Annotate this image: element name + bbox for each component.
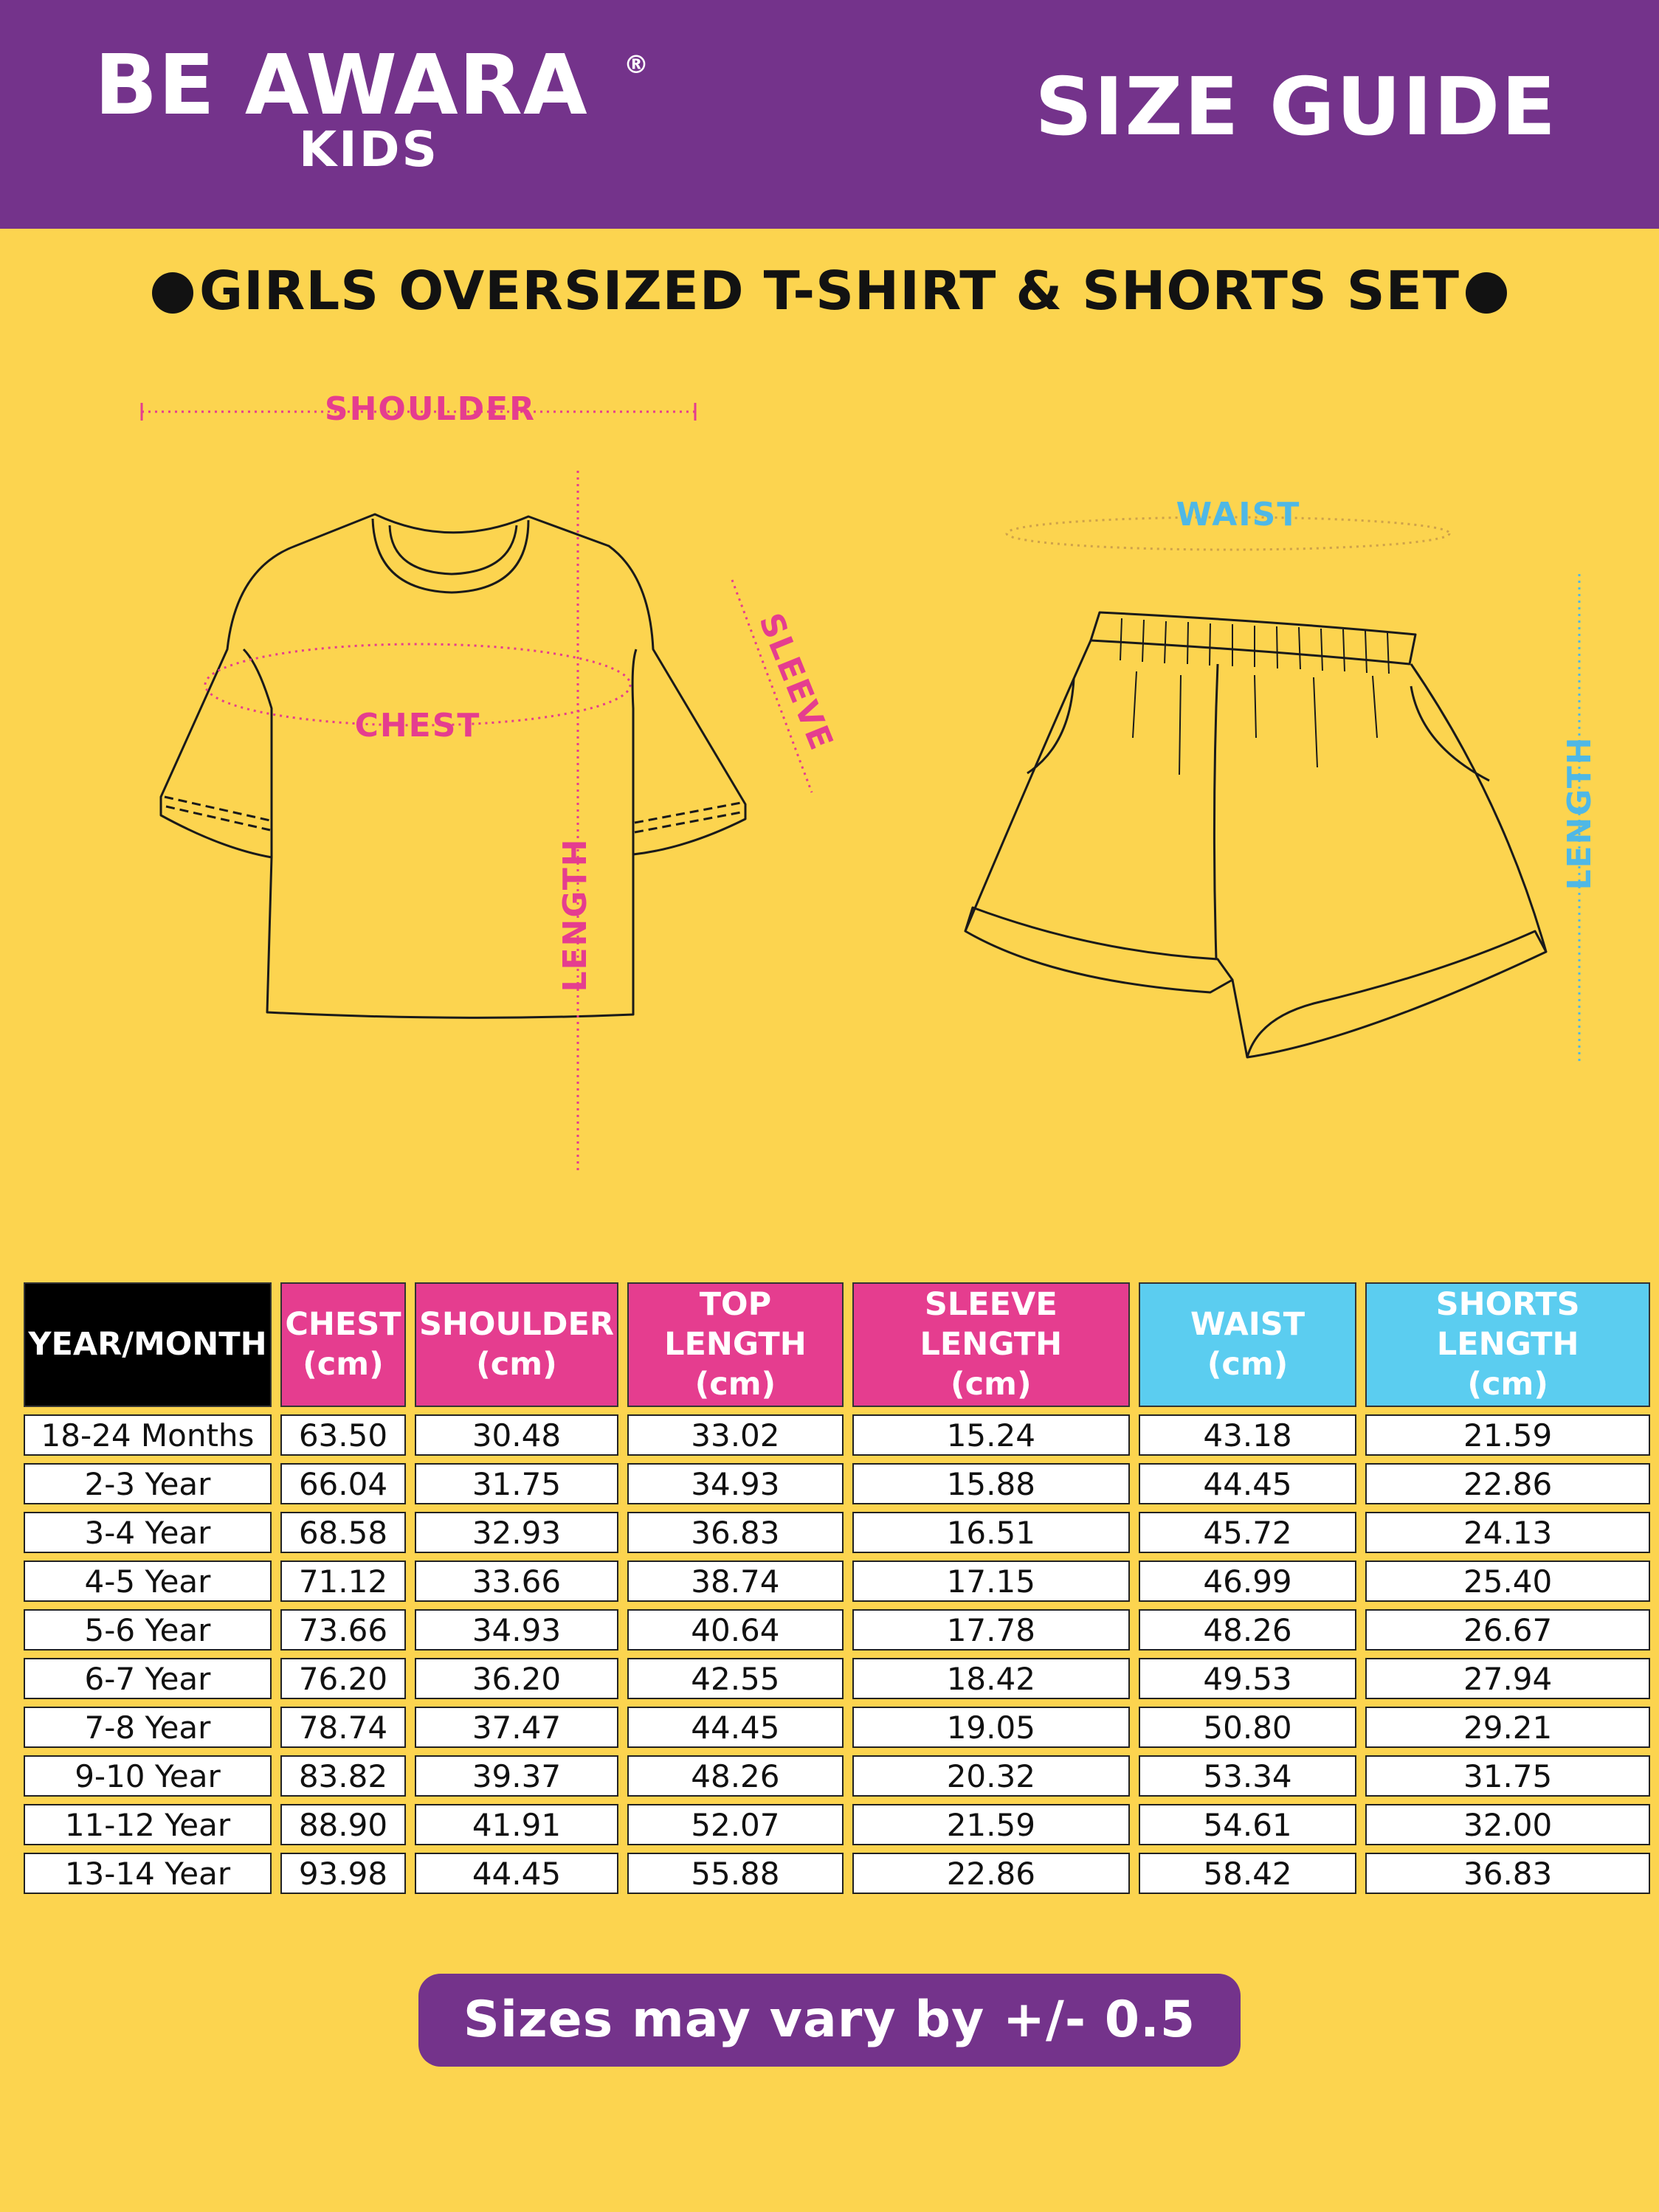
header-unit: (cm) xyxy=(1467,1365,1548,1403)
table-row xyxy=(24,1414,1650,1456)
measurement-cell: 45.72 xyxy=(1139,1512,1356,1553)
measurement-cell: 21.59 xyxy=(1365,1414,1650,1456)
table-row xyxy=(24,1853,1650,1894)
measurement-cell: 48.26 xyxy=(1139,1609,1356,1651)
header-year-month xyxy=(24,1282,272,1407)
measurement-cell: 32.00 xyxy=(1365,1804,1650,1845)
measurement-cell: 46.99 xyxy=(1139,1561,1356,1602)
measurement-cell: 34.93 xyxy=(415,1609,618,1651)
size-table-header-row xyxy=(24,1282,1650,1407)
header-label: WAIST xyxy=(1190,1305,1306,1343)
brand-logo-text: BE AWARA xyxy=(94,38,588,134)
measurement-cell: 63.50 xyxy=(280,1414,406,1456)
measurement-cell: 52.07 xyxy=(627,1804,844,1845)
measurement-cell: 24.13 xyxy=(1365,1512,1650,1553)
measurement-cell: 26.67 xyxy=(1365,1609,1650,1651)
measurement-cell: 36.20 xyxy=(415,1658,618,1699)
measurement-cell: 55.88 xyxy=(627,1853,844,1894)
size-label-cell: 6-7 Year xyxy=(24,1658,272,1699)
measurement-cell: 49.53 xyxy=(1139,1658,1356,1699)
header-chest xyxy=(280,1282,406,1407)
header-label: SHORTS LENGTH xyxy=(1435,1286,1580,1363)
measurement-cell: 42.55 xyxy=(627,1658,844,1699)
header-waist xyxy=(1139,1282,1356,1407)
measurement-cell: 78.74 xyxy=(280,1707,406,1748)
sleeve-label: SLEEVE xyxy=(751,608,841,756)
shorts-waistband-gathers xyxy=(1120,618,1389,775)
header-unit: (cm) xyxy=(694,1365,776,1403)
size-label-cell: 3-4 Year xyxy=(24,1512,272,1553)
measurement-cell: 15.88 xyxy=(852,1463,1130,1504)
chest-label: CHEST xyxy=(354,707,481,744)
table-row xyxy=(24,1512,1650,1553)
tshirt-measure-lines xyxy=(142,403,812,1175)
measurement-cell: 68.58 xyxy=(280,1512,406,1553)
waist-label: WAIST xyxy=(1176,496,1301,533)
size-label-cell: 5-6 Year xyxy=(24,1609,272,1651)
measurement-cell: 36.83 xyxy=(627,1512,844,1553)
product-subtitle-text: GIRLS OVERSIZED T-SHIRT & SHORTS SET xyxy=(199,260,1460,322)
header-label: SHOULDER xyxy=(418,1305,614,1343)
measurement-cell: 32.93 xyxy=(415,1512,618,1553)
size-label-cell: 7-8 Year xyxy=(24,1707,272,1748)
shoulder-label: SHOULDER xyxy=(324,390,537,428)
header-label: CHEST xyxy=(285,1305,401,1343)
table-row xyxy=(24,1561,1650,1602)
size-label-cell: 11-12 Year xyxy=(24,1804,272,1845)
measurement-cell: 22.86 xyxy=(1365,1463,1650,1504)
measurement-cell: 43.18 xyxy=(1139,1414,1356,1456)
shorts-length-label: LENGTH xyxy=(1561,736,1598,891)
page-title: SIZE GUIDE xyxy=(1035,61,1557,153)
measurement-cell: 36.83 xyxy=(1365,1853,1650,1894)
measurement-cell: 20.32 xyxy=(852,1755,1130,1797)
header-shoulder xyxy=(415,1282,618,1407)
header-sleeve-length xyxy=(852,1282,1130,1407)
brand-logo-subtext: KIDS xyxy=(299,121,440,178)
header-label: YEAR/MONTH xyxy=(28,1325,267,1363)
shorts-illustration xyxy=(965,612,1546,1057)
measurement-cell: 31.75 xyxy=(415,1463,618,1504)
size-label-cell: 4-5 Year xyxy=(24,1561,272,1602)
measurement-cell: 71.12 xyxy=(280,1561,406,1602)
measurement-cell: 93.98 xyxy=(280,1853,406,1894)
measurement-cell: 17.78 xyxy=(852,1609,1130,1651)
header-label: SLEEVE LENGTH xyxy=(920,1286,1063,1363)
table-row xyxy=(24,1463,1650,1504)
measurement-cell: 73.66 xyxy=(280,1609,406,1651)
header-label: TOP LENGTH xyxy=(664,1286,807,1363)
measurement-cell: 29.21 xyxy=(1365,1707,1650,1748)
size-table-body xyxy=(24,1414,1650,1894)
measurement-cell: 33.02 xyxy=(627,1414,844,1456)
measurement-cell: 17.15 xyxy=(852,1561,1130,1602)
measurement-cell: 44.45 xyxy=(1139,1463,1356,1504)
measurement-cell: 76.20 xyxy=(280,1658,406,1699)
measurement-cell: 44.45 xyxy=(415,1853,618,1894)
measurement-cell: 83.82 xyxy=(280,1755,406,1797)
table-row xyxy=(24,1707,1650,1748)
header-top-length xyxy=(627,1282,844,1407)
measurement-cell: 18.42 xyxy=(852,1658,1130,1699)
measurement-cell: 39.37 xyxy=(415,1755,618,1797)
shorts-measure-lines xyxy=(1007,517,1579,1062)
measurement-cell: 41.91 xyxy=(415,1804,618,1845)
measurement-cell: 19.05 xyxy=(852,1707,1130,1748)
table-row xyxy=(24,1804,1650,1845)
size-label-cell: 18-24 Months xyxy=(24,1414,272,1456)
measurement-cell: 30.48 xyxy=(415,1414,618,1456)
header-unit: (cm) xyxy=(476,1345,557,1383)
size-table xyxy=(15,1275,1659,1901)
measurement-cell: 53.34 xyxy=(1139,1755,1356,1797)
measurement-cell: 34.93 xyxy=(627,1463,844,1504)
size-label-cell: 2-3 Year xyxy=(24,1463,272,1504)
measurement-cell: 15.24 xyxy=(852,1414,1130,1456)
measurement-cell: 31.75 xyxy=(1365,1755,1650,1797)
measurement-cell: 37.47 xyxy=(415,1707,618,1748)
tshirt-illustration xyxy=(161,514,745,1017)
header-unit: (cm) xyxy=(1207,1345,1289,1383)
table-row xyxy=(24,1609,1650,1651)
measurement-cell: 21.59 xyxy=(852,1804,1130,1845)
tshirt-length-label: LENGTH xyxy=(556,837,594,992)
measurement-cell: 40.64 xyxy=(627,1609,844,1651)
table-row xyxy=(24,1755,1650,1797)
measurement-cell: 88.90 xyxy=(280,1804,406,1845)
measurement-cell: 50.80 xyxy=(1139,1707,1356,1748)
measurement-cell: 54.61 xyxy=(1139,1804,1356,1845)
measurement-cell: 66.04 xyxy=(280,1463,406,1504)
measurement-cell: 58.42 xyxy=(1139,1853,1356,1894)
measurement-cell: 25.40 xyxy=(1365,1561,1650,1602)
header-unit: (cm) xyxy=(303,1345,384,1383)
size-label-cell: 9-10 Year xyxy=(24,1755,272,1797)
registered-mark: ® xyxy=(624,50,649,80)
header-unit: (cm) xyxy=(951,1365,1032,1403)
header-shorts-length xyxy=(1365,1282,1650,1407)
measurement-cell: 27.94 xyxy=(1365,1658,1650,1699)
measurement-cell: 33.66 xyxy=(415,1561,618,1602)
size-variance-note: Sizes may vary by +/- 0.5 xyxy=(418,1974,1241,2067)
table-row xyxy=(24,1658,1650,1699)
measurement-cell: 22.86 xyxy=(852,1853,1130,1894)
measurement-cell: 16.51 xyxy=(852,1512,1130,1553)
size-label-cell: 13-14 Year xyxy=(24,1853,272,1894)
measurement-cell: 38.74 xyxy=(627,1561,844,1602)
measurement-cell: 44.45 xyxy=(627,1707,844,1748)
measurement-cell: 48.26 xyxy=(627,1755,844,1797)
